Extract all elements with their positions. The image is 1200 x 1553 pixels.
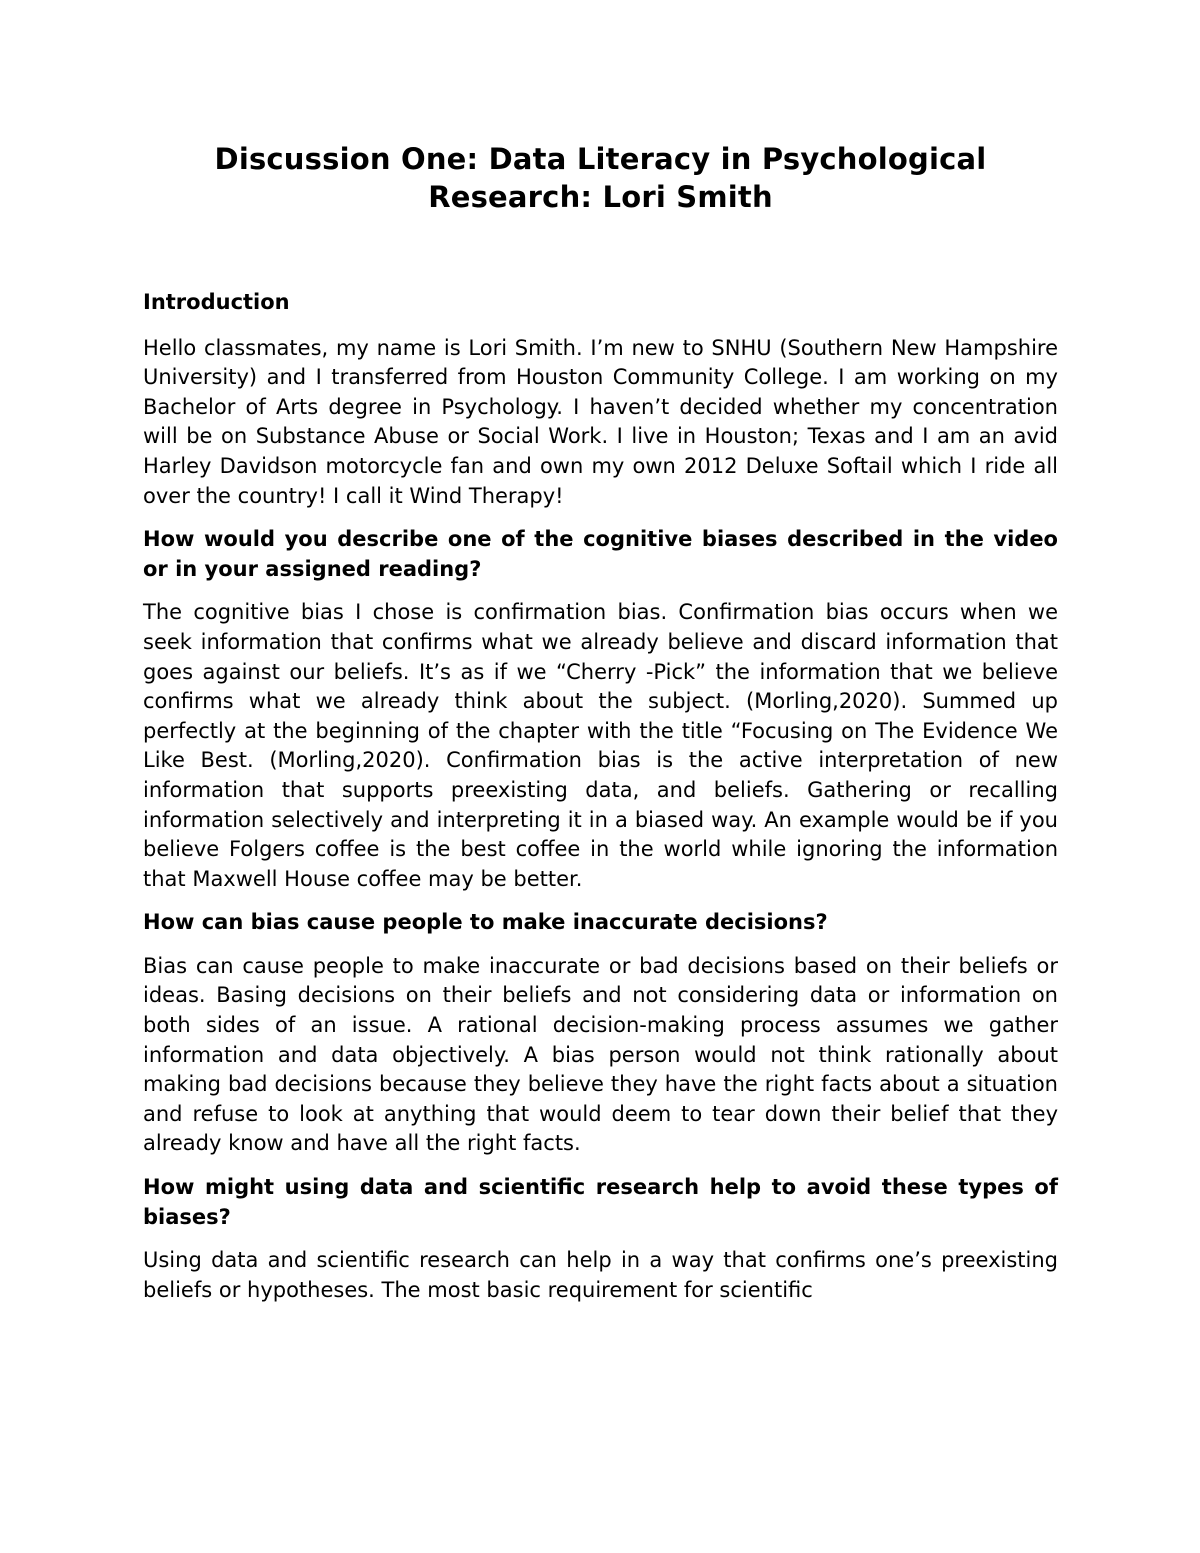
section-heading-data-research: How might using data and scientific research help to avoid these types of biases? bbox=[143, 1175, 1058, 1229]
section-body-introduction: Hello classmates, my name is Lori Smith. I’m new to SNHU (Southern New Hampshire University) and I transferred from Houston Community College. I am working on my Bachelor of Arts degree in Psychology. I haven’t decided whether my concentration will be on Substance Abuse or Social Work. I live in Houston; Texas and I am an avid Harley Davidson motorcycle fan and own my own 2012 Deluxe Softail which I ride all over the country! I call it Wind Therapy! bbox=[143, 335, 1058, 508]
section-body-inaccurate-decisions: Bias can cause people to make inaccurate or bad decisions based on their beliefs or ideas. Basing decisions on their beliefs and not considering data or information on both sides of an issue. A rational decision-making process assumes we gather information and data objectively. A bias person would not think rationally about making bad decisions because they believe they have the right facts about a situation and refuse to look at anything that would deem to tear down their belief that they already know and have all the right facts. bbox=[143, 953, 1058, 1156]
section-body-data-research: Using data and scientific research can help in a way that confirms one’s preexisting beliefs or hypotheses. The most basic requirement for scientific bbox=[143, 1248, 1058, 1302]
document-title-line-2: Research: Lori Smith bbox=[428, 180, 773, 214]
document-page bbox=[143, 140, 1058, 1305]
document-title-line-1: Discussion One: Data Literacy in Psychological bbox=[214, 142, 987, 176]
document-title bbox=[143, 140, 1058, 216]
section-body-cognitive-bias: The cognitive bias I chose is confirmation bias. Confirmation bias occurs when we seek information that confirms what we already believe and discard information that goes against our beliefs. It’s as if we “Cherry -Pick” the information that we believe confirms what we already think about the subject. (Morling,2020). Summed up perfectly at the beginning of the chapter with the title “Focusing on The Evidence We Like Best. (Morling,2020). Confirmation bias is the active interpretation of new information that supports preexisting data, and beliefs. Gathering or recalling information selectively and interpreting it in a biased way. An example would be if you believe Folgers coffee is the best coffee in the world while ignoring the information that Maxwell House coffee may be better. bbox=[143, 600, 1058, 891]
section-heading-inaccurate-decisions: How can bias cause people to make inaccurate decisions? bbox=[143, 910, 828, 935]
section-heading-introduction: Introduction bbox=[143, 290, 290, 314]
section-heading-cognitive-bias: How would you describe one of the cognitive biases described in the video or in your assigned reading? bbox=[143, 527, 1058, 581]
